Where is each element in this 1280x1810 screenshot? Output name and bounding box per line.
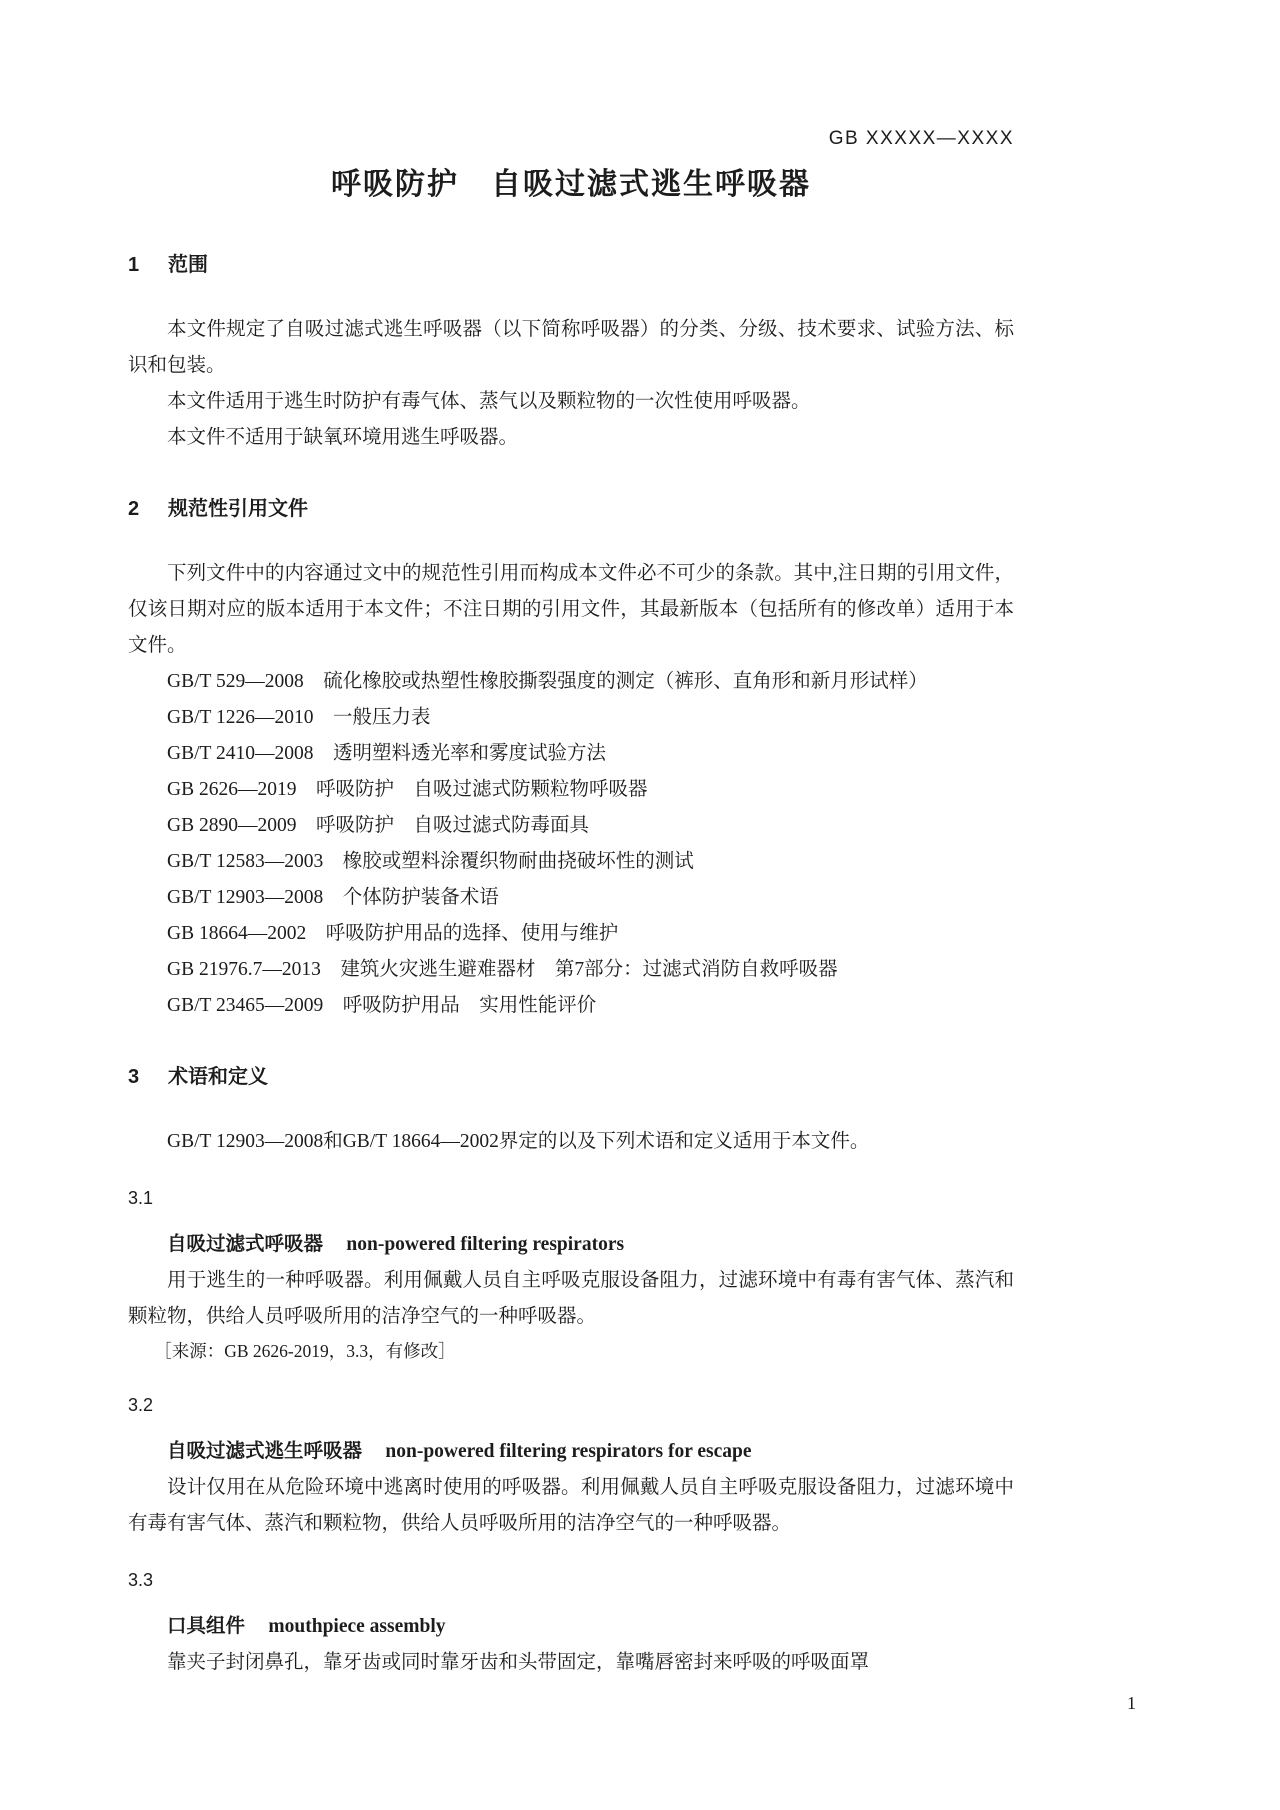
references-intro: 下列文件中的内容通过文中的规范性引用而构成本文件必不可少的条款。其中,注日期的引用文件，仅该日期对应的版本适用于本文件；不注日期的引用文件，其最新版本（包括所有的修改单）适用于本文件。 bbox=[128, 563, 1014, 656]
term-english: non-powered filtering respirators for escape bbox=[385, 1441, 752, 1462]
term-definition: 用于逃生的一种呼吸器。利用佩戴人员自主呼吸克服设备阻力，过滤环境中有毒有害气体、蒸汽和颗粒物，供给人员呼吸所用的洁净空气的一种呼吸器。 bbox=[128, 1270, 1014, 1327]
section-terms-title: 术语和定义 bbox=[168, 1066, 268, 1088]
section-references-title: 规范性引用文件 bbox=[168, 498, 308, 520]
reference-item: GB/T 12583—2003 橡胶或塑料涂覆织物耐曲挠破坏性的测试 bbox=[167, 851, 694, 872]
section-terms-number: 3 bbox=[128, 1066, 140, 1088]
section-scope-number: 1 bbox=[128, 254, 140, 276]
reference-item: GB 2890—2009 呼吸防护 自吸过滤式防毒面具 bbox=[167, 815, 589, 836]
reference-item: GB/T 2410—2008 透明塑料透光率和雾度试验方法 bbox=[167, 743, 606, 764]
reference-item: GB/T 12903—2008 个体防护装备术语 bbox=[167, 887, 499, 908]
reference-item: GB 18664—2002 呼吸防护用品的选择、使用与维护 bbox=[167, 923, 619, 944]
term-english: non-powered filtering respirators bbox=[346, 1234, 625, 1255]
reference-item: GB 21976.7—2013 建筑火灾逃生避难器材 第7部分：过滤式消防自救呼吸器 bbox=[167, 959, 838, 980]
term-chinese: 口具组件 bbox=[167, 1615, 246, 1637]
term-definition: 靠夹子封闭鼻孔，靠牙齿或同时靠牙齿和头带固定，靠嘴唇密封来呼吸的呼吸面罩 bbox=[167, 1652, 870, 1673]
section-references-heading bbox=[128, 496, 1014, 522]
reference-item: GB/T 23465—2009 呼吸防护用品 实用性能评价 bbox=[167, 995, 597, 1016]
term-title-line bbox=[128, 1608, 1014, 1645]
reference-item: GB/T 1226—2010 一般压力表 bbox=[167, 707, 431, 728]
scope-paragraph: 本文件规定了自吸过滤式逃生呼吸器（以下简称呼吸器）的分类、分级、技术要求、试验方法、标识和包装。 bbox=[128, 319, 1014, 376]
scope-paragraph: 本文件不适用于缺氧环境用逃生呼吸器。 bbox=[167, 427, 519, 448]
term-english: mouthpiece assembly bbox=[268, 1616, 446, 1637]
term-entry bbox=[128, 1566, 1014, 1681]
reference-item: GB/T 529—2008 硫化橡胶或热塑性橡胶撕裂强度的测定（裤形、直角形和新月形试样） bbox=[167, 671, 928, 692]
section-normative-references bbox=[128, 496, 1014, 1024]
reference-item: GB 2626—2019 呼吸防护 自吸过滤式防颗粒物呼吸器 bbox=[167, 779, 648, 800]
term-title-line bbox=[128, 1433, 1014, 1470]
term-definition: 设计仅用在从危险环境中逃离时使用的呼吸器。利用佩戴人员自主呼吸克服设备阻力，过滤环境中有毒有害气体、蒸汽和颗粒物，供给人员呼吸所用的洁净空气的一种呼吸器。 bbox=[128, 1477, 1014, 1534]
term-title-line bbox=[128, 1226, 1014, 1263]
term-entry bbox=[128, 1391, 1014, 1542]
term-entry bbox=[128, 1184, 1014, 1367]
section-scope bbox=[128, 252, 1014, 456]
standard-number: GB XXXXX—XXXX bbox=[828, 128, 1014, 149]
term-chinese: 自吸过滤式呼吸器 bbox=[167, 1233, 324, 1255]
term-source: ［来源：GB 2626-2019，3.3，有修改］ bbox=[154, 1341, 456, 1361]
section-scope-heading bbox=[128, 252, 1014, 278]
term-clause-number: 3.3 bbox=[128, 1570, 154, 1590]
term-clause-number: 3.2 bbox=[128, 1395, 154, 1415]
term-clause-number: 3.1 bbox=[128, 1188, 154, 1208]
section-terms-heading bbox=[128, 1064, 1014, 1090]
terms-intro: GB/T 12903—2008和GB/T 18664—2002界定的以及下列术语和定义适用于本文件。 bbox=[167, 1131, 870, 1152]
scope-paragraph: 本文件适用于逃生时防护有毒气体、蒸气以及颗粒物的一次性使用呼吸器。 bbox=[167, 391, 811, 412]
section-scope-title: 范围 bbox=[168, 254, 208, 276]
section-references-number: 2 bbox=[128, 498, 140, 520]
term-chinese: 自吸过滤式逃生呼吸器 bbox=[167, 1440, 363, 1462]
section-terms-definitions bbox=[128, 1064, 1014, 1681]
page-number: 1 bbox=[1127, 1693, 1136, 1713]
document-title: 呼吸防护 自吸过滤式逃生呼吸器 bbox=[331, 168, 811, 201]
